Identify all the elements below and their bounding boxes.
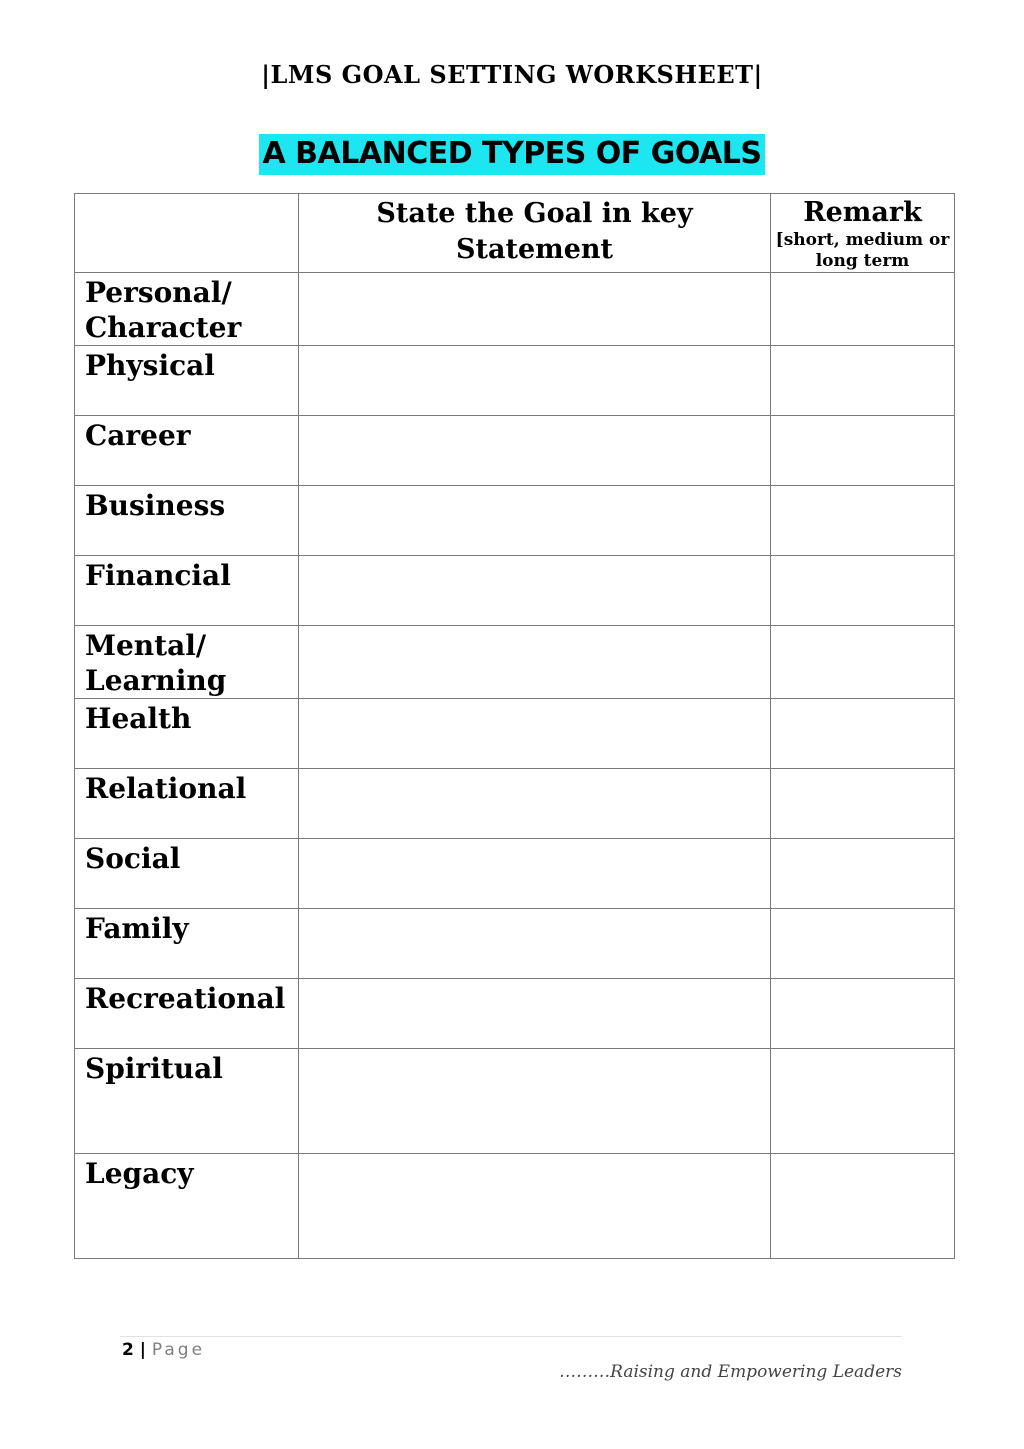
category-cell <box>75 556 299 626</box>
table-row <box>75 979 955 1049</box>
category-cell <box>75 699 299 769</box>
category-label: Recreational <box>85 982 286 1015</box>
category-label: Mental/ Learning <box>85 629 227 697</box>
remark-entry-cell[interactable] <box>771 416 955 486</box>
goal-entry-cell[interactable] <box>299 346 771 416</box>
table-row <box>75 346 955 416</box>
header-empty-cell <box>75 194 299 273</box>
page-word: Page <box>151 1340 206 1360</box>
remark-entry-cell[interactable] <box>771 839 955 909</box>
goal-entry-cell[interactable] <box>299 909 771 979</box>
category-cell <box>75 1154 299 1259</box>
category-label: Social <box>85 842 181 875</box>
remark-entry-cell[interactable] <box>771 486 955 556</box>
header-goal-cell <box>299 194 771 273</box>
category-cell <box>75 273 299 346</box>
category-cell <box>75 979 299 1049</box>
category-label: Career <box>85 419 191 452</box>
subtitle-container <box>0 134 1024 175</box>
goal-entry-cell[interactable] <box>299 699 771 769</box>
table-header-row <box>75 194 955 273</box>
table-row <box>75 273 955 346</box>
subtitle-highlighted: A BALANCED TYPES OF GOALS <box>259 134 766 175</box>
remark-entry-cell[interactable] <box>771 626 955 699</box>
category-cell <box>75 626 299 699</box>
remark-entry-cell[interactable] <box>771 979 955 1049</box>
goal-entry-cell[interactable] <box>299 626 771 699</box>
remark-column-subheading: [short, medium or long term <box>775 230 950 271</box>
remark-column-heading: Remark <box>803 197 922 228</box>
goal-entry-cell[interactable] <box>299 839 771 909</box>
goal-entry-cell[interactable] <box>299 979 771 1049</box>
goal-entry-cell[interactable] <box>299 416 771 486</box>
category-cell <box>75 346 299 416</box>
footer-divider <box>120 1336 902 1337</box>
table-row <box>75 486 955 556</box>
category-cell <box>75 909 299 979</box>
table-row <box>75 769 955 839</box>
goal-column-heading: State the Goal in key Statement <box>376 198 693 265</box>
category-cell <box>75 486 299 556</box>
table-row <box>75 626 955 699</box>
table-row <box>75 1154 955 1259</box>
category-cell <box>75 1049 299 1154</box>
remark-entry-cell[interactable] <box>771 346 955 416</box>
goal-entry-cell[interactable] <box>299 273 771 346</box>
category-label: Personal/ Character <box>85 276 242 344</box>
category-label: Business <box>85 489 226 522</box>
page-number-value: 2 <box>122 1340 134 1360</box>
goal-entry-cell[interactable] <box>299 556 771 626</box>
table-row <box>75 909 955 979</box>
page-number <box>122 1340 205 1360</box>
goal-entry-cell[interactable] <box>299 1154 771 1259</box>
category-label: Physical <box>85 349 215 382</box>
category-label: Relational <box>85 772 247 805</box>
footer-tagline: ………Raising and Empowering Leaders <box>559 1362 902 1382</box>
remark-entry-cell[interactable] <box>771 556 955 626</box>
category-cell <box>75 839 299 909</box>
remark-entry-cell[interactable] <box>771 909 955 979</box>
category-cell <box>75 769 299 839</box>
goal-entry-cell[interactable] <box>299 769 771 839</box>
table-row <box>75 556 955 626</box>
page-number-separator: | <box>133 1340 152 1360</box>
category-label: Financial <box>85 559 231 592</box>
remark-entry-cell[interactable] <box>771 1049 955 1154</box>
table-row <box>75 416 955 486</box>
remark-entry-cell[interactable] <box>771 273 955 346</box>
remark-entry-cell[interactable] <box>771 699 955 769</box>
category-label: Spiritual <box>85 1052 223 1085</box>
table-row <box>75 1049 955 1154</box>
table-row <box>75 699 955 769</box>
page-header-title: |LMS GOAL SETTING WORKSHEET| <box>261 60 763 89</box>
remark-entry-cell[interactable] <box>771 769 955 839</box>
goals-table <box>74 193 955 1259</box>
category-label: Legacy <box>85 1157 194 1190</box>
category-cell <box>75 416 299 486</box>
category-label: Family <box>85 912 189 945</box>
header-remark-cell <box>771 194 955 273</box>
goal-entry-cell[interactable] <box>299 1049 771 1154</box>
goal-entry-cell[interactable] <box>299 486 771 556</box>
table-row <box>75 839 955 909</box>
remark-entry-cell[interactable] <box>771 1154 955 1259</box>
category-label: Health <box>85 702 192 735</box>
